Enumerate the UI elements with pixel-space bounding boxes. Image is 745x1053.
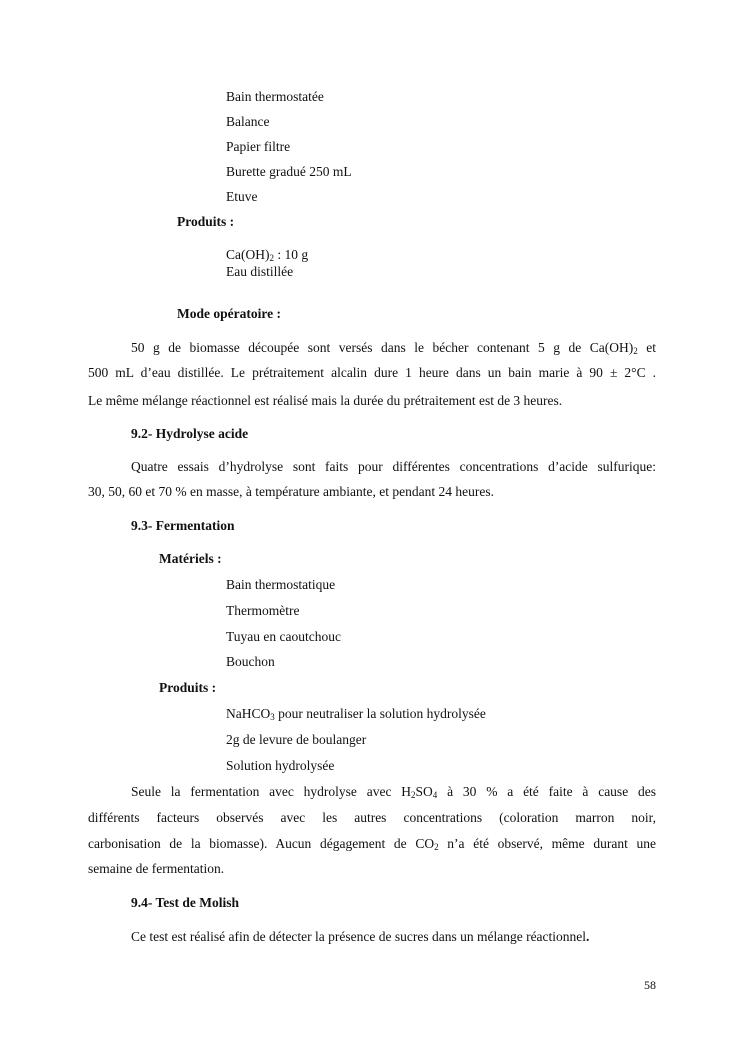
paragraph-line: 50 g de biomasse découpée sont versés dans le bécher contenant 5 g de $Ca(OH)_2$ et	[131, 340, 657, 356]
material-item: Balance	[226, 114, 270, 129]
material-item: Burette gradué 250 mL	[226, 164, 352, 179]
paragraph-line: semaine de fermentation.	[88, 861, 225, 876]
produits-heading: Produits :	[177, 214, 235, 229]
produit-item: 2g de levure de boulanger	[226, 732, 367, 747]
paragraph-line: Ce test est réalisé afin de détecter la présence de sucres dans un mélange réactionnel.	[131, 929, 590, 944]
paragraph-line: Seule la fermentation avec hydrolyse avec $H_2SO_4$ à 30 % a été faite à cause des	[131, 784, 656, 800]
page-number: 58	[644, 978, 656, 992]
produit-item: Solution hydrolysée	[226, 758, 335, 773]
paragraph-line: 30, 50, 60 et 70 % en masse, à température ambiante, et pendant 24 heures.	[88, 484, 494, 499]
paragraph-line: Le même mélange réactionnel est réalisé mais la durée du prétraitement est de 3 heures.	[88, 393, 563, 408]
mode-operatoire-heading: Mode opératoire :	[177, 306, 281, 321]
paragraph-line: 500 mL d’eau distillée. Le prétraitement alcalin dure 1 heure dans un bain marie à 90 ± 2°C .	[88, 365, 656, 380]
material-item: Bouchon	[226, 654, 275, 669]
paragraph-line: différents facteurs observés avec les autres concentrations (coloration marron noir,	[88, 810, 656, 825]
produit-item: Eau distillée	[226, 264, 294, 279]
produit-item: NaHCO$_3$ pour neutraliser la solution hydrolysée	[226, 706, 486, 722]
material-item: Papier filtre	[226, 139, 291, 154]
produit-item: $Ca(OH)_2$ : 10 g	[226, 247, 309, 263]
section-heading-9-2: 9.2- Hydrolyse acide	[131, 426, 249, 441]
produits-heading: Produits :	[159, 680, 217, 695]
paragraph-line: carbonisation de la biomasse). Aucun dégagement de $CO_2$ n’a été observé, même durant une	[88, 836, 657, 852]
section-heading-9-3: 9.3- Fermentation	[131, 518, 235, 533]
material-item: Thermomètre	[226, 603, 300, 618]
material-item: Etuve	[226, 189, 258, 204]
paragraph-line: Quatre essais d’hydrolyse sont faits pour différentes concentrations d’acide sulfurique:	[131, 459, 656, 474]
material-item: Bain thermostatée	[226, 89, 324, 104]
materiels-heading: Matériels :	[159, 551, 222, 566]
material-item: Bain thermostatique	[226, 577, 336, 592]
section-heading-9-4: 9.4- Test de Molish	[131, 895, 240, 910]
material-item: Tuyau en caoutchouc	[226, 629, 341, 644]
